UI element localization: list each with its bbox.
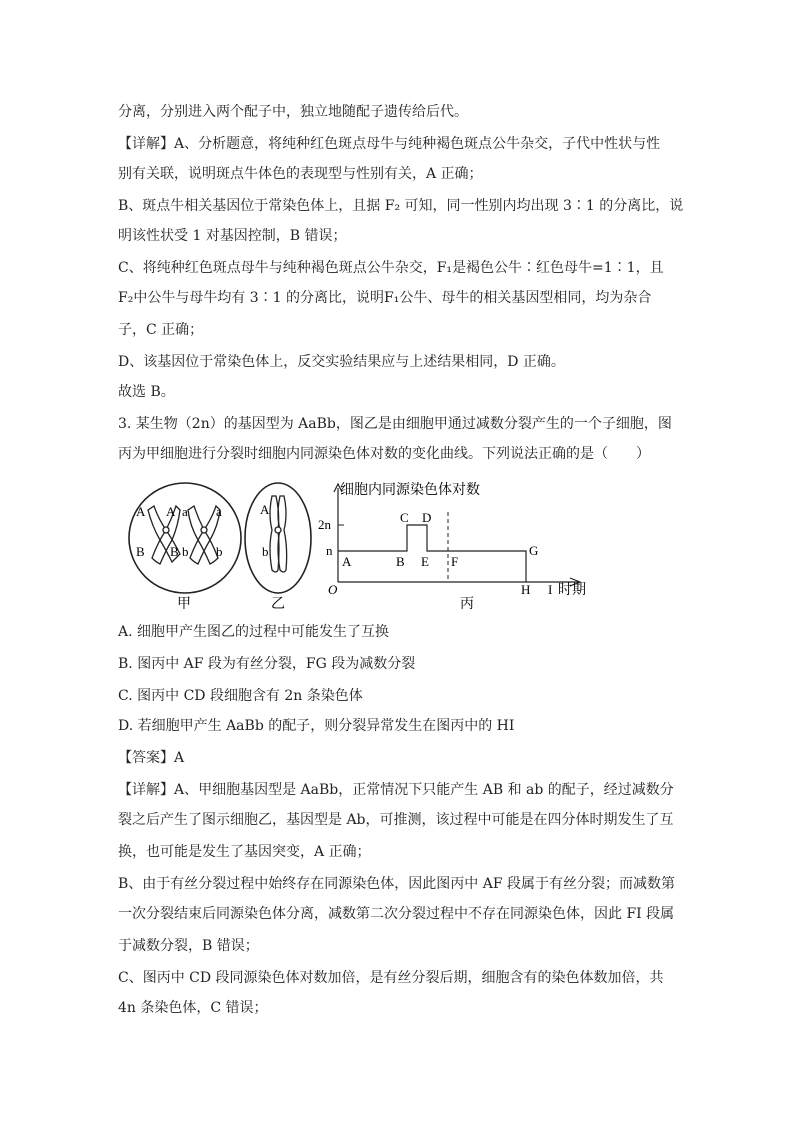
point-e: E [421, 554, 429, 569]
text-line: 一次分裂结束后同源染色体分离，减数第二次分裂过程中不存在同源染色体，因此 FI 段属 [118, 906, 675, 922]
text-line: 于减数分裂，B 错误； [118, 938, 259, 954]
text-line: 【详解】A、甲细胞基因型是 AaBb，正常情况下只能产生 AB 和 ab 的配子，经过减数分 [118, 782, 674, 798]
answer-line: 【答案】A [118, 750, 185, 766]
point-b: B [396, 554, 405, 569]
y-tick-n: n [326, 543, 333, 558]
text-line: 3. 某生物（2n）的基因型为 AaBb，图乙是由细胞甲通过减数分裂产生的一个子细胞，图 [118, 416, 672, 432]
gene-label: B [136, 544, 145, 559]
option-d: D. 若细胞甲产生 AaBb 的配子，则分裂异常发生在图丙中的 HI [118, 718, 515, 734]
text-line: 别有关联，说明斑点牛体色的表现型与性别有关，A 正确； [118, 166, 483, 182]
point-f: F [451, 554, 459, 569]
text-line: 明该性状受 1 对基因控制，B 错误； [118, 228, 347, 244]
text-line: 丙为甲细胞进行分裂时细胞内同源染色体对数的变化曲线。下列说法正确的是（ ） [118, 446, 650, 462]
text-line: B、由于有丝分裂过程中始终存在同源染色体，因此图丙中 AF 段属于有丝分裂；而减数第 [118, 876, 676, 892]
point-g: G [529, 543, 539, 558]
cell-label-yi: 乙 [271, 597, 285, 612]
gene-label: a [182, 504, 188, 519]
text-line: B、斑点牛相关基因位于常染色体上，且据 F₂ 可知，同一性别内均出现 3∶1 的分离比，说 [118, 198, 684, 214]
point-a: A [342, 554, 352, 569]
text-line: 4n 条染色体，C 错误； [118, 1000, 268, 1016]
text-line: 故选 B。 [118, 384, 175, 400]
gene-label: b [182, 544, 189, 559]
x-axis-label: 时期 [558, 583, 586, 598]
option-a: A. 细胞甲产生图乙的过程中可能发生了互换 [118, 624, 390, 640]
text-line: 裂之后产生了图示细胞乙，基因型是 Ab，可推测，该过程中可能是在四分体时期发生了互 [118, 812, 674, 828]
cell-yi [245, 483, 311, 612]
origin-label: O [328, 582, 338, 597]
cell-membrane [129, 483, 241, 593]
text-line: 【详解】A、分析题意，将纯种红色斑点母牛与纯种褐色斑点公牛杂交，子代中性状与性 [118, 136, 661, 152]
gene-label: A [136, 504, 146, 519]
gene-label: b [216, 544, 223, 559]
point-i: I [548, 582, 553, 597]
text-line: C、将纯种红色斑点母牛与纯种褐色斑点公牛杂交，F₁是褐色公牛∶红色母牛=1∶1，且 [118, 260, 664, 276]
text-line: C、图丙中 CD 段同源染色体对数加倍，是有丝分裂后期，细胞含有的染色体数加倍，共 [118, 970, 664, 986]
chromosome [270, 496, 287, 572]
gene-label: a [216, 504, 222, 519]
question-figure [118, 478, 598, 618]
gene-label: A [260, 502, 270, 517]
text-line: 换，也可能是发生了基因突变，A 正确； [118, 844, 371, 860]
graph-bing [318, 481, 586, 612]
text-line: D、该基因位于常染色体上，反交实验结果应与上述结果相同，D 正确。 [118, 354, 565, 370]
option-b: B. 图丙中 AF 段为有丝分裂，FG 段为减数分裂 [118, 656, 416, 672]
gene-label: B [170, 544, 179, 559]
point-d: D [422, 510, 432, 525]
point-c: C [400, 510, 409, 525]
cell-jia [129, 483, 241, 612]
graph-label-bing: 丙 [460, 597, 474, 612]
cell-label-jia: 甲 [177, 597, 191, 612]
gene-label: A [166, 504, 176, 519]
gene-label: b [262, 544, 269, 559]
option-c: C. 图丙中 CD 段细胞含有 2n 条染色体 [118, 688, 363, 704]
point-h: H [521, 582, 531, 597]
graph-title: 细胞内同源染色体对数 [340, 483, 480, 498]
curve [338, 525, 526, 582]
figure-svg [118, 478, 598, 618]
text-line: 分离，分别进入两个配子中，独立地随配子遗传给后代。 [118, 104, 468, 120]
text-line: 子，C 正确； [118, 322, 204, 338]
y-tick-2n: 2n [318, 517, 331, 532]
text-line: F₂中公牛与母牛均有 3∶1 的分离比，说明F₁公牛、母牛的相关基因型相同，均为杂合 [118, 290, 652, 306]
